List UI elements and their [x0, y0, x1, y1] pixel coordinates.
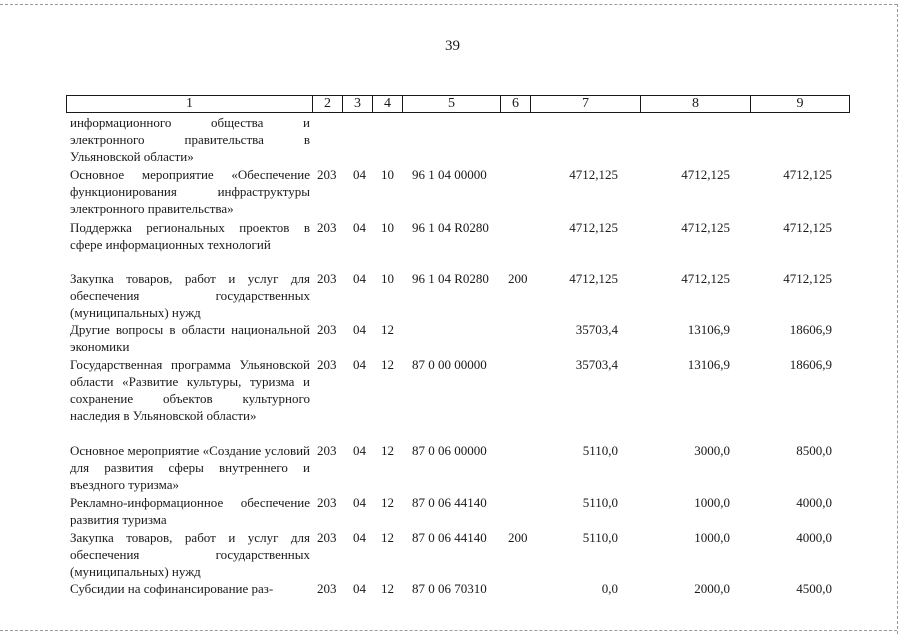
row-code-3: 04 — [353, 167, 366, 182]
row-code-3: 04 — [353, 530, 366, 545]
row-code-3: 04 — [353, 322, 366, 337]
row-description: Закупка товаров, работ и услуг для обеспечения государственных (муниципальных) нужд — [70, 271, 310, 320]
row-value-9: 8500,0 — [796, 443, 832, 458]
row-value-8: 2000,0 — [694, 581, 730, 596]
row-code-6: 200 — [508, 530, 528, 545]
header-col-7: 7 — [531, 96, 641, 112]
row-description: Государственная программа Ульяновской области «Развитие культуры, туризма и сохранение объектов культурного наследия в Ульяновской области» — [70, 357, 310, 423]
row-value-8: 4712,125 — [681, 271, 730, 286]
row-code-3: 04 — [353, 357, 366, 372]
row-value-8: 1000,0 — [694, 530, 730, 545]
row-value-8: 13106,9 — [687, 322, 730, 337]
row-code-4: 12 — [381, 443, 394, 458]
header-col-6: 6 — [501, 96, 531, 112]
row-value-7: 0,0 — [601, 581, 618, 596]
row-code-5: 87 0 06 70310 — [412, 581, 487, 596]
row-code-4: 12 — [381, 322, 394, 337]
row-code-2: 203 — [317, 530, 337, 545]
header-col-9: 9 — [796, 96, 804, 111]
page-frame-top — [0, 4, 897, 5]
row-value-7: 4712,125 — [569, 271, 618, 286]
row-description: Субсидии на софинансирование раз- — [70, 581, 274, 596]
row-description: Основное мероприятие «Создание условий для развития сферы внутреннего и въездного туризма» — [70, 443, 310, 492]
row-code-5: 87 0 00 00000 — [412, 357, 487, 372]
row-value-7: 5110,0 — [582, 495, 618, 510]
row-code-5: 87 0 06 00000 — [412, 443, 487, 458]
page-frame-right — [897, 4, 898, 634]
row-code-2: 203 — [317, 581, 337, 596]
header-col-3: 3 — [343, 96, 373, 112]
row-code-2: 203 — [317, 357, 337, 372]
row-code-6: 200 — [508, 271, 528, 286]
row-value-9: 18606,9 — [789, 357, 832, 372]
row-code-5: 96 1 04 00000 — [412, 167, 487, 182]
row-description: Рекламно-информационное обеспечение развития туризма — [70, 495, 310, 527]
row-value-9: 18606,9 — [789, 322, 832, 337]
header-col-2: 2 — [313, 96, 343, 112]
row-value-7: 35703,4 — [575, 357, 618, 372]
row-code-3: 04 — [353, 581, 366, 596]
row-code-2: 203 — [317, 443, 337, 458]
row-value-9: 4712,125 — [783, 167, 832, 182]
row-value-8: 4712,125 — [681, 220, 730, 235]
header-col-5: 5 — [403, 96, 501, 112]
row-value-7: 5110,0 — [582, 530, 618, 545]
row-code-3: 04 — [353, 495, 366, 510]
row-code-4: 12 — [381, 495, 394, 510]
row-value-8: 13106,9 — [687, 357, 730, 372]
header-col-8: 8 — [641, 96, 751, 112]
page-frame-bottom — [0, 630, 897, 631]
row-code-3: 04 — [353, 271, 366, 286]
row-code-3: 04 — [353, 220, 366, 235]
page-number: 39 — [445, 38, 460, 54]
header-col-1: 1 — [67, 96, 313, 112]
row-code-4: 12 — [381, 581, 394, 596]
row-value-8: 4712,125 — [681, 167, 730, 182]
row-value-7: 5110,0 — [582, 443, 618, 458]
row-code-4: 12 — [381, 530, 394, 545]
row-code-2: 203 — [317, 495, 337, 510]
row-description: информационного общества и электронного правительства в Ульяновской области» — [70, 115, 310, 164]
row-code-4: 12 — [381, 357, 394, 372]
row-code-4: 10 — [381, 167, 394, 182]
header-col-4: 4 — [373, 96, 403, 112]
table-header — [66, 95, 850, 113]
row-code-5: 87 0 06 44140 — [412, 495, 487, 510]
row-description: Основное мероприятие «Обеспечение функционирования инфраструктуры электронного правительства» — [70, 167, 310, 216]
row-code-2: 203 — [317, 220, 337, 235]
row-value-9: 4500,0 — [796, 581, 832, 596]
row-value-8: 1000,0 — [694, 495, 730, 510]
row-code-5: 87 0 06 44140 — [412, 530, 487, 545]
row-value-9: 4712,125 — [783, 271, 832, 286]
row-description: Другие вопросы в области национальной экономики — [70, 322, 310, 354]
row-value-9: 4000,0 — [796, 495, 832, 510]
row-value-7: 4712,125 — [569, 167, 618, 182]
row-value-7: 35703,4 — [575, 322, 618, 337]
row-value-8: 3000,0 — [694, 443, 730, 458]
row-description: Закупка товаров, работ и услуг для обеспечения государственных (муниципальных) нужд — [70, 530, 310, 579]
row-value-9: 4000,0 — [796, 530, 832, 545]
row-code-2: 203 — [317, 322, 337, 337]
row-code-2: 203 — [317, 271, 337, 286]
row-value-9: 4712,125 — [783, 220, 832, 235]
row-value-7: 4712,125 — [569, 220, 618, 235]
row-code-4: 10 — [381, 220, 394, 235]
row-description: Поддержка региональных проектов в сфере информационных технологий — [70, 220, 310, 252]
row-code-3: 04 — [353, 443, 366, 458]
row-code-2: 203 — [317, 167, 337, 182]
row-code-5: 96 1 04 R0280 — [412, 271, 489, 286]
row-code-4: 10 — [381, 271, 394, 286]
row-code-5: 96 1 04 R0280 — [412, 220, 489, 235]
